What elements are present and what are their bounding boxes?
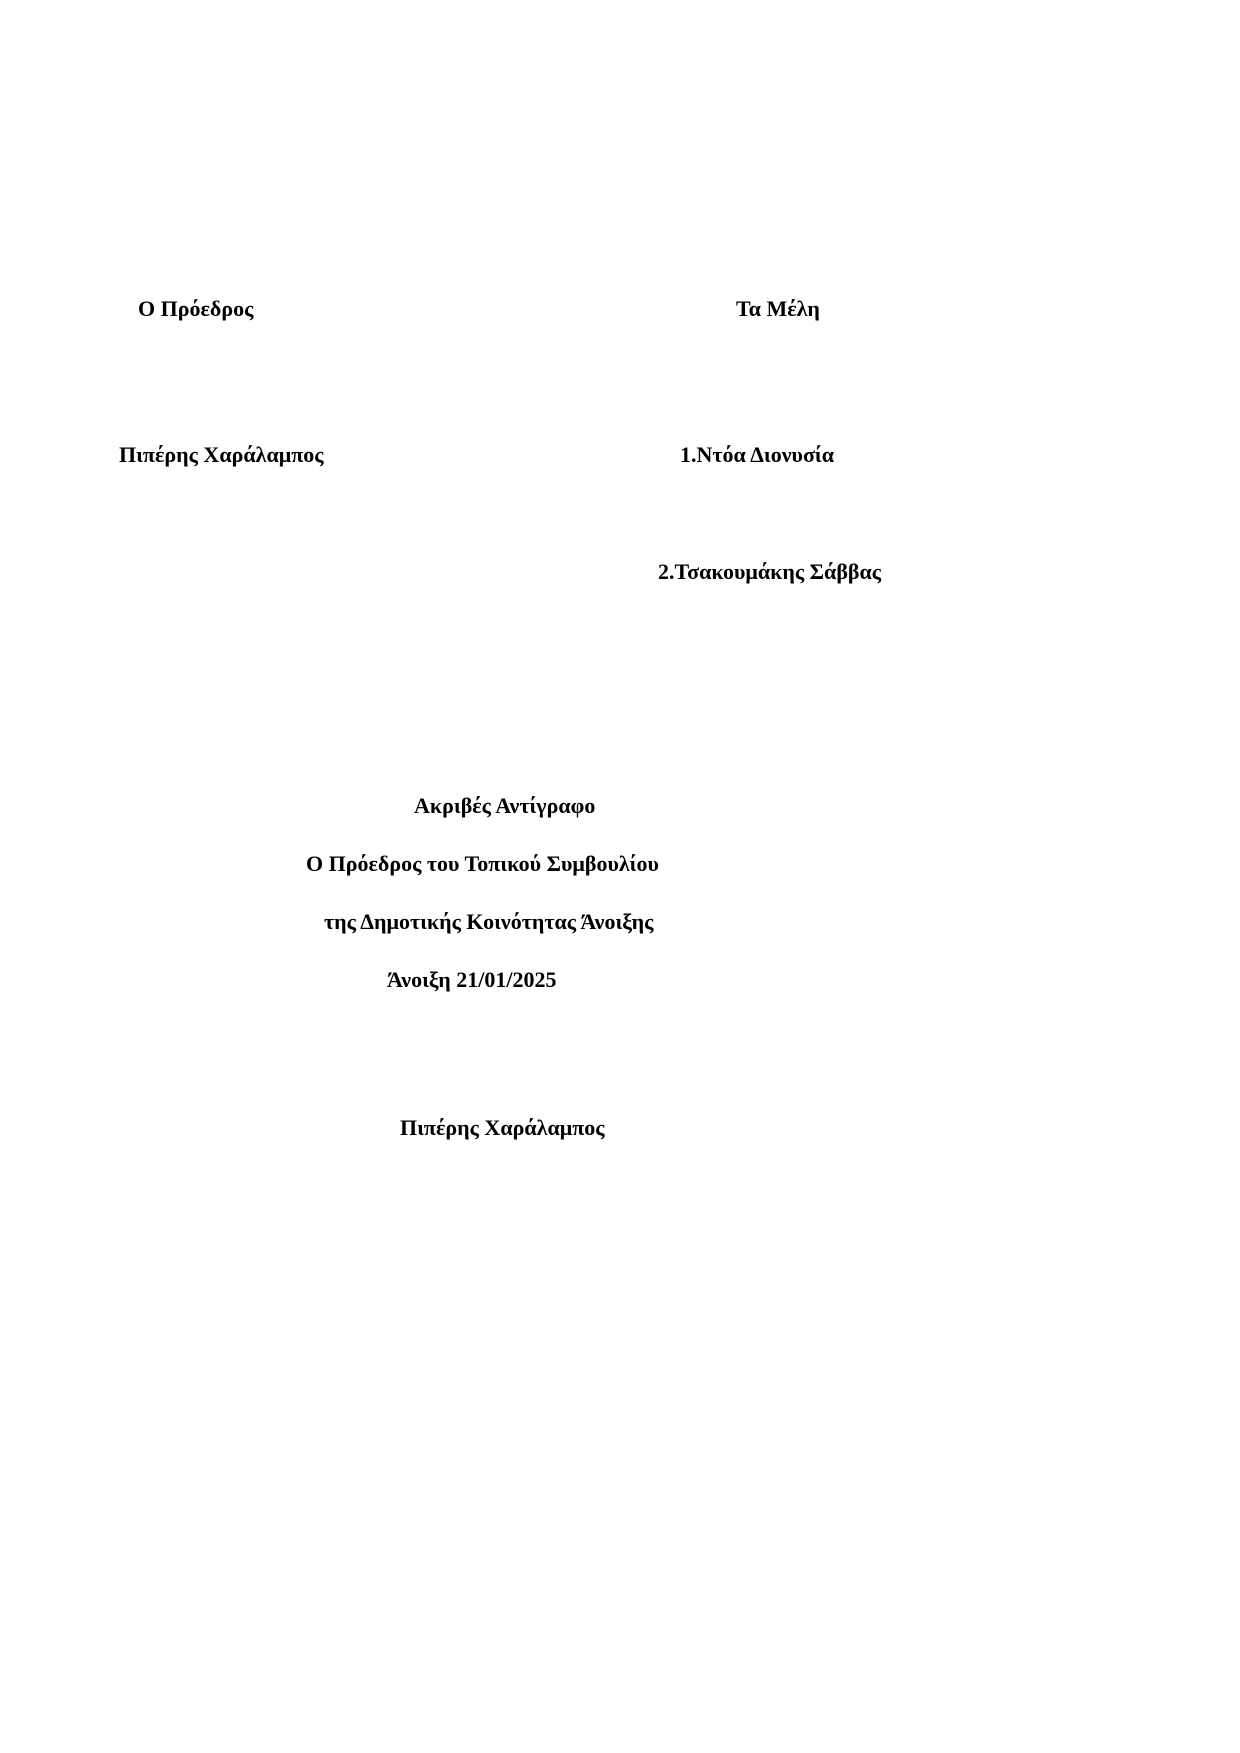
certifier-role-line-2: της Δημοτικής Κοινότητας Άνοιξης	[324, 909, 654, 934]
president-heading: Ο Πρόεδρος	[138, 296, 254, 321]
place-and-date: Άνοιξη 21/01/2025	[387, 967, 557, 992]
member-name-2: 2.Τσακουμάκης Σάββας	[658, 559, 882, 584]
members-heading: Τα Μέλη	[736, 296, 820, 321]
certified-copy-title: Ακριβές Αντίγραφο	[414, 793, 596, 818]
certifier-name: Πιπέρης Χαράλαμπος	[400, 1115, 605, 1140]
certifier-role-line-1: Ο Πρόεδρος του Τοπικού Συμβουλίου	[306, 851, 659, 876]
president-name: Πιπέρης Χαράλαμπος	[119, 442, 324, 467]
member-name-1: 1.Ντόα Διονυσία	[680, 442, 835, 467]
